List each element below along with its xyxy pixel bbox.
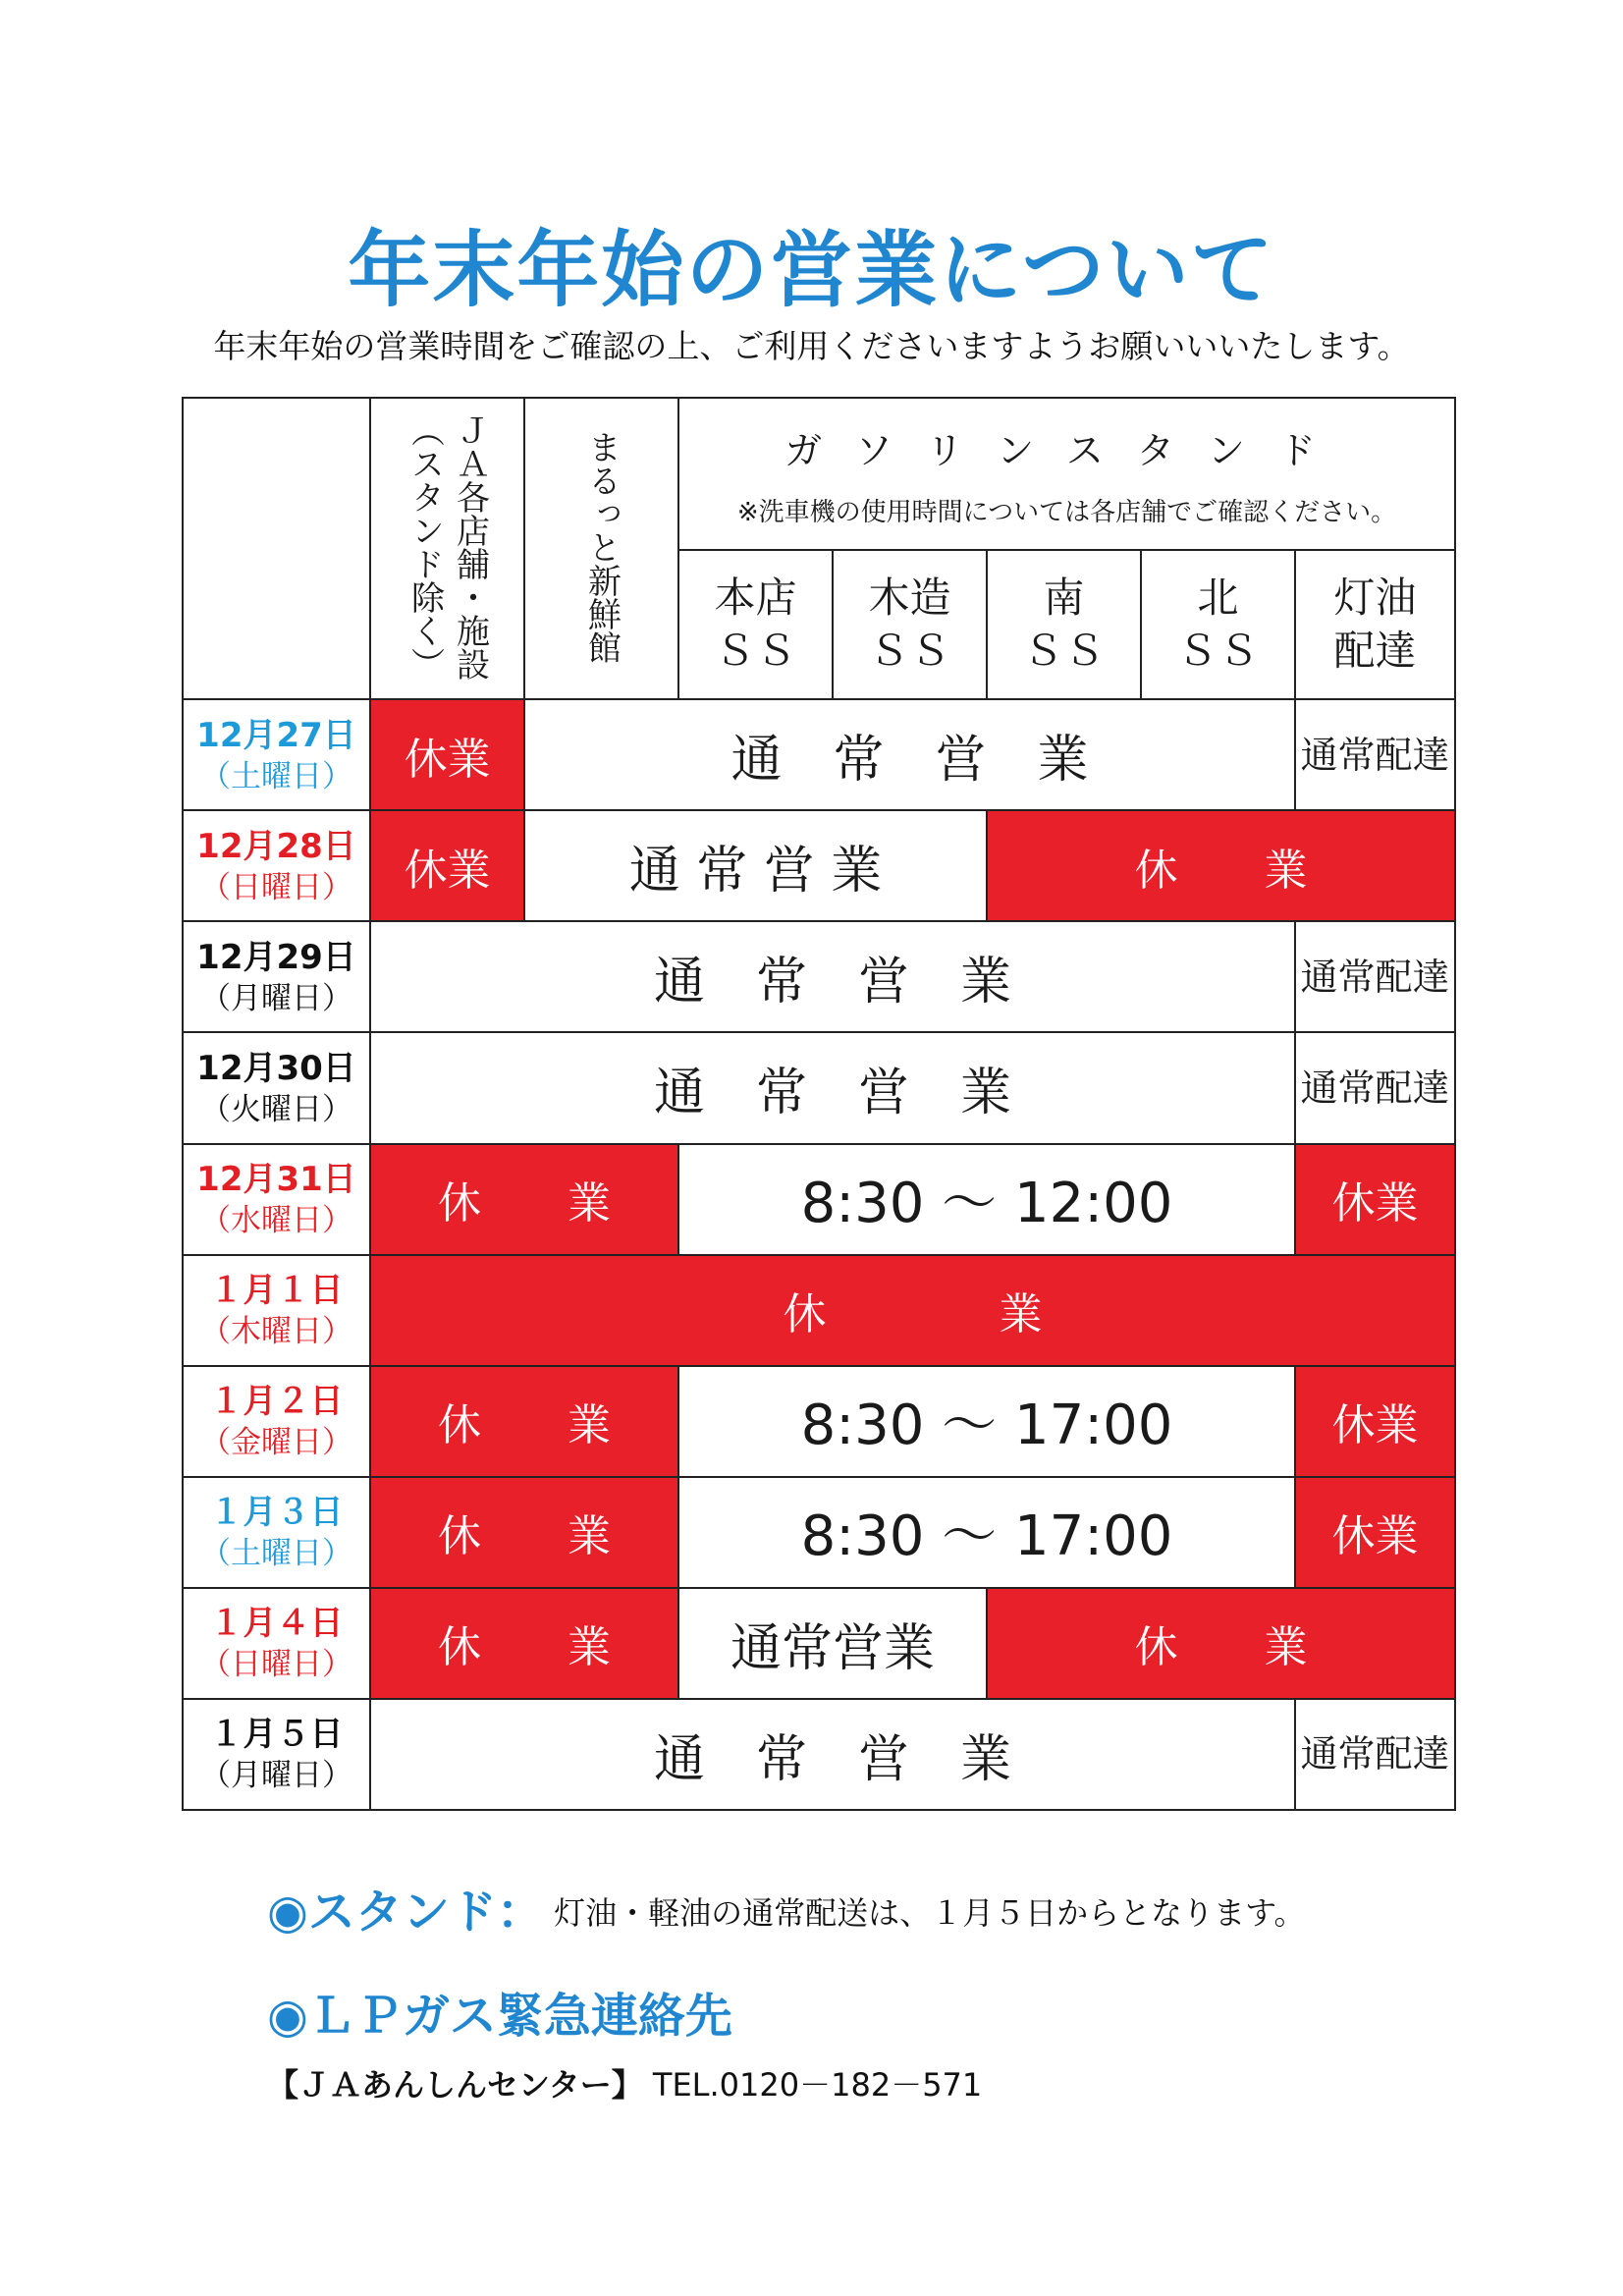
normal-cell: 通常営業 bbox=[678, 1588, 987, 1699]
header-honten: 本店 ＳＳ bbox=[678, 550, 833, 699]
page-subtitle: 年末年始の営業時間をご確認の上、ご利用くださいますようお願いいいたします。 bbox=[213, 327, 1410, 365]
toyu-cell: 通常配達 bbox=[1295, 699, 1455, 810]
header-gas-station: ガソリンスタンド ※洗車機の使用時間については各店舗でご確認ください。 bbox=[678, 398, 1455, 550]
date-cell: 12月29日 （月曜日） bbox=[183, 921, 370, 1032]
closed-cell: 休業 bbox=[1295, 1144, 1455, 1255]
toyu-cell: 通常配達 bbox=[1295, 1032, 1455, 1143]
header-kita: 北 ＳＳ bbox=[1141, 550, 1295, 699]
header-kizukuri: 木造 ＳＳ bbox=[833, 550, 987, 699]
toyu-cell: 通常配達 bbox=[1295, 921, 1455, 1032]
date-cell: 12月27日 （土曜日） bbox=[183, 699, 370, 810]
corner-cell bbox=[183, 398, 370, 699]
closed-cell: 休業 bbox=[370, 810, 524, 921]
date-cell: 12月31日 （水曜日） bbox=[183, 1144, 370, 1255]
toyu-cell: 通常配達 bbox=[1295, 1699, 1455, 1810]
normal-cell: 通 常 営 業 bbox=[524, 810, 987, 921]
hours-cell: 8:30 〜 17:00 bbox=[678, 1477, 1295, 1588]
header-ja-branches: ＪＡ各店舗・施設 （スタンド除く） bbox=[370, 398, 524, 699]
stand-text: 灯油・軽油の通常配送は、１月５日からとなります。 bbox=[554, 1894, 1306, 1932]
header-toyu: 灯油 配達 bbox=[1295, 550, 1455, 699]
page-title: 年末年始の営業について bbox=[348, 222, 1275, 318]
header-minami: 南 ＳＳ bbox=[987, 550, 1141, 699]
normal-cell: 通 常 営 業 bbox=[524, 699, 1295, 810]
lp-gas-contact bbox=[267, 2060, 982, 2105]
date-cell: 12月30日 （火曜日） bbox=[183, 1032, 370, 1143]
stand-label: ◉スタンド： bbox=[267, 1885, 544, 1940]
hours-cell: 8:30 〜 12:00 bbox=[678, 1144, 1295, 1255]
date-cell: 12月28日 （日曜日） bbox=[183, 810, 370, 921]
tel-number: TEL.0120－182－571 bbox=[652, 2066, 983, 2104]
date-cell: １月５日 （月曜日） bbox=[183, 1699, 370, 1810]
closed-cell: 休業 bbox=[370, 699, 524, 810]
closed-cell: 休業 bbox=[1295, 1366, 1455, 1477]
lp-gas-heading: ◉ＬＰガス緊急連絡先 bbox=[267, 1989, 732, 2044]
closed-cell: 休 業 bbox=[370, 1144, 678, 1255]
closed-cell: 休 業 bbox=[370, 1366, 678, 1477]
schedule-table bbox=[182, 397, 1456, 1811]
normal-cell: 通 常 営 業 bbox=[370, 921, 1295, 1032]
date-cell: １月４日 （日曜日） bbox=[183, 1588, 370, 1699]
center-name: 【ＪＡあんしんセンター】 bbox=[267, 2066, 643, 2104]
stand-delivery-note bbox=[267, 1874, 1306, 1941]
hours-cell: 8:30 〜 17:00 bbox=[678, 1366, 1295, 1477]
normal-cell: 通 常 営 業 bbox=[370, 1699, 1295, 1810]
closed-cell: 休 業 bbox=[370, 1255, 1455, 1366]
closed-cell: 休 業 bbox=[987, 1588, 1455, 1699]
closed-cell: 休業 bbox=[1295, 1477, 1455, 1588]
header-marutto: まるっと新鮮館 bbox=[524, 398, 678, 699]
closed-cell: 休 業 bbox=[370, 1588, 678, 1699]
closed-cell: 休 業 bbox=[987, 810, 1455, 921]
date-cell: １月２日 （金曜日） bbox=[183, 1366, 370, 1477]
date-cell: １月１日 （木曜日） bbox=[183, 1255, 370, 1366]
closed-cell: 休 業 bbox=[370, 1477, 678, 1588]
normal-cell: 通 常 営 業 bbox=[370, 1032, 1295, 1143]
date-cell: １月３日 （土曜日） bbox=[183, 1477, 370, 1588]
